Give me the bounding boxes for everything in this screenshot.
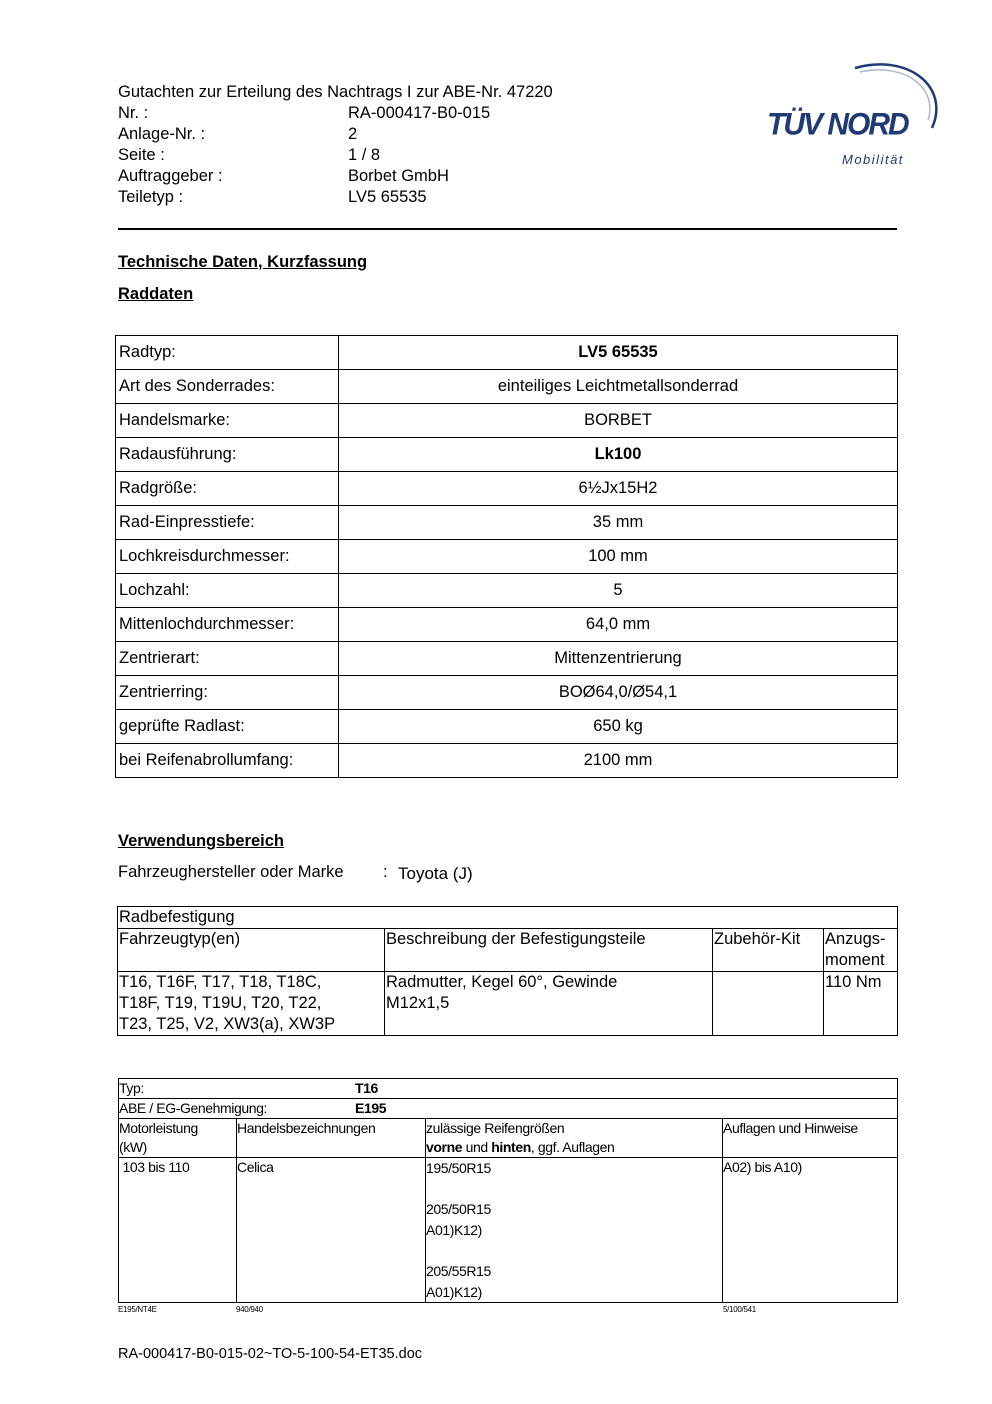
logo-brand-text: TÜV NORD	[767, 107, 908, 142]
header-value: 2	[348, 125, 358, 143]
row-value: einteiliges Leichtmetallsonderrad	[339, 370, 898, 404]
row-value: 6½Jx15H2	[339, 472, 898, 506]
manufacturer-value: Toyota (J)	[398, 864, 473, 883]
table-cell: 195/50R15 205/50R15 A01)K12) 205/55R15 A01)K12)	[426, 1158, 723, 1303]
table-cell: T16, T16F, T17, T18, T18C, T18F, T19, T19U, T20, T22, T23, T25, V2, XW3(a), XW3P	[118, 972, 385, 1036]
table-row	[119, 1099, 898, 1119]
column-header: Fahrzeugtyp(en)	[118, 929, 385, 972]
header-label: Anlage-Nr. :	[118, 125, 206, 143]
table-row	[116, 336, 898, 370]
row-label: Mittenlochdurchmesser:	[116, 608, 339, 642]
row-label: Zentrierring:	[116, 676, 339, 710]
row-value: BORBET	[339, 404, 898, 438]
row-value: 35 mm	[339, 506, 898, 540]
row-label: Radgröße:	[116, 472, 339, 506]
header-row	[118, 166, 553, 187]
table-row	[116, 506, 898, 540]
abe-value: E195	[355, 1100, 387, 1116]
row-value: 64,0 mm	[339, 608, 898, 642]
table-row	[119, 1119, 898, 1158]
table-row	[116, 540, 898, 574]
table-row	[118, 929, 898, 972]
header-row	[118, 187, 553, 208]
befestigung-table	[117, 906, 898, 1036]
header-value: 1 / 8	[348, 146, 381, 164]
table-row	[116, 574, 898, 608]
reifen-header-vorne: vorne	[426, 1139, 463, 1155]
table-row	[116, 744, 898, 778]
column-header: Auflagen und Hinweise	[723, 1119, 898, 1158]
row-value: BOØ64,0/Ø54,1	[339, 676, 898, 710]
row-label: bei Reifenabrollumfang:	[116, 744, 339, 778]
manufacturer-line	[118, 863, 618, 882]
header-divider	[118, 228, 897, 230]
typ-table	[118, 1078, 898, 1303]
table-row	[119, 1079, 898, 1099]
table-cell	[713, 972, 824, 1036]
table-row	[116, 608, 898, 642]
row-label: geprüfte Radlast:	[116, 710, 339, 744]
abe-label: ABE / EG-Genehmigung:	[119, 1100, 268, 1116]
table-row	[118, 972, 898, 1036]
typ-label: Typ:	[119, 1080, 144, 1096]
row-value: Mittenzentrierung	[339, 642, 898, 676]
section-heading-tech: Technische Daten, Kurzfassung	[118, 253, 368, 271]
table-row	[116, 404, 898, 438]
table-row	[116, 642, 898, 676]
row-label: Zentrierart:	[116, 642, 339, 676]
table-row	[116, 710, 898, 744]
header-label: Nr. :	[118, 104, 149, 122]
reifen-header-line1: zulässige Reifengrößen	[426, 1120, 565, 1136]
document-footer: RA-000417-B0-015-02~TO-5-100-54-ET35.doc	[118, 1346, 423, 1362]
logo-sub-text: Mobilität	[842, 152, 904, 167]
header-label: Teiletyp :	[118, 188, 184, 206]
table-row	[116, 438, 898, 472]
row-label: Art des Sonderrades:	[116, 370, 339, 404]
column-header: Anzugs- moment	[824, 929, 898, 972]
document-header	[118, 82, 553, 208]
row-label: Lochzahl:	[116, 574, 339, 608]
header-row	[118, 103, 553, 124]
header-value: RA-000417-B0-015	[348, 104, 491, 122]
typ-footer-code: 5/100/541	[723, 1305, 756, 1314]
table-row	[116, 676, 898, 710]
row-label: Lochkreisdurchmesser:	[116, 540, 339, 574]
reifen-header-und: und	[462, 1139, 492, 1155]
table-row	[119, 1158, 898, 1303]
row-value: 100 mm	[339, 540, 898, 574]
row-label: Rad-Einpresstiefe:	[116, 506, 339, 540]
row-value: Lk100	[339, 438, 898, 472]
table-cell: Celica	[237, 1158, 426, 1303]
column-header: Beschreibung der Befestigungsteile	[385, 929, 713, 972]
typ-footer-code: 940/940	[236, 1305, 263, 1314]
manufacturer-sep: :	[383, 863, 388, 881]
row-value: 5	[339, 574, 898, 608]
column-header: Motorleistung (kW)	[119, 1119, 237, 1158]
header-label: Seite :	[118, 146, 165, 164]
row-label: Radausführung:	[116, 438, 339, 472]
header-value: LV5 65535	[348, 188, 427, 206]
typ-value: T16	[355, 1080, 378, 1096]
row-label: Handelsmarke:	[116, 404, 339, 438]
column-header	[426, 1119, 723, 1158]
document-title: Gutachten zur Erteilung des Nachtrags I zur ABE-Nr. 47220	[118, 83, 553, 101]
tuv-nord-logo	[760, 58, 945, 173]
row-label: Radtyp:	[116, 336, 339, 370]
table-row	[116, 472, 898, 506]
table-cell: 103 bis 110	[119, 1158, 237, 1303]
reifen-header-suffix: , ggf. Auflagen	[530, 1139, 615, 1155]
section-heading-verwendung: Verwendungsbereich	[118, 832, 284, 850]
abe-row	[119, 1099, 898, 1119]
section-heading-raddaten: Raddaten	[118, 285, 194, 303]
row-value: LV5 65535	[339, 336, 898, 370]
typ-footer-code: E195/NT4E	[118, 1305, 157, 1314]
row-value: 650 kg	[339, 710, 898, 744]
reifen-header-hinten: hinten	[491, 1139, 531, 1155]
header-label: Auftraggeber :	[118, 167, 223, 185]
table-row	[116, 370, 898, 404]
table-row	[118, 907, 898, 929]
header-row	[118, 145, 553, 166]
header-row	[118, 124, 553, 145]
header-value: Borbet GmbH	[348, 167, 449, 185]
table-cell: A02) bis A10)	[723, 1158, 898, 1303]
column-header: Zubehör-Kit	[713, 929, 824, 972]
column-header: Handelsbezeichnungen	[237, 1119, 426, 1158]
table-cell: 110 Nm	[824, 972, 898, 1036]
raddaten-table	[115, 335, 898, 778]
typ-row	[119, 1079, 898, 1099]
table-cell: Radmutter, Kegel 60°, Gewinde M12x1,5	[385, 972, 713, 1036]
befestigung-title: Radbefestigung	[118, 907, 898, 929]
row-value: 2100 mm	[339, 744, 898, 778]
manufacturer-label: Fahrzeughersteller oder Marke	[118, 863, 344, 881]
